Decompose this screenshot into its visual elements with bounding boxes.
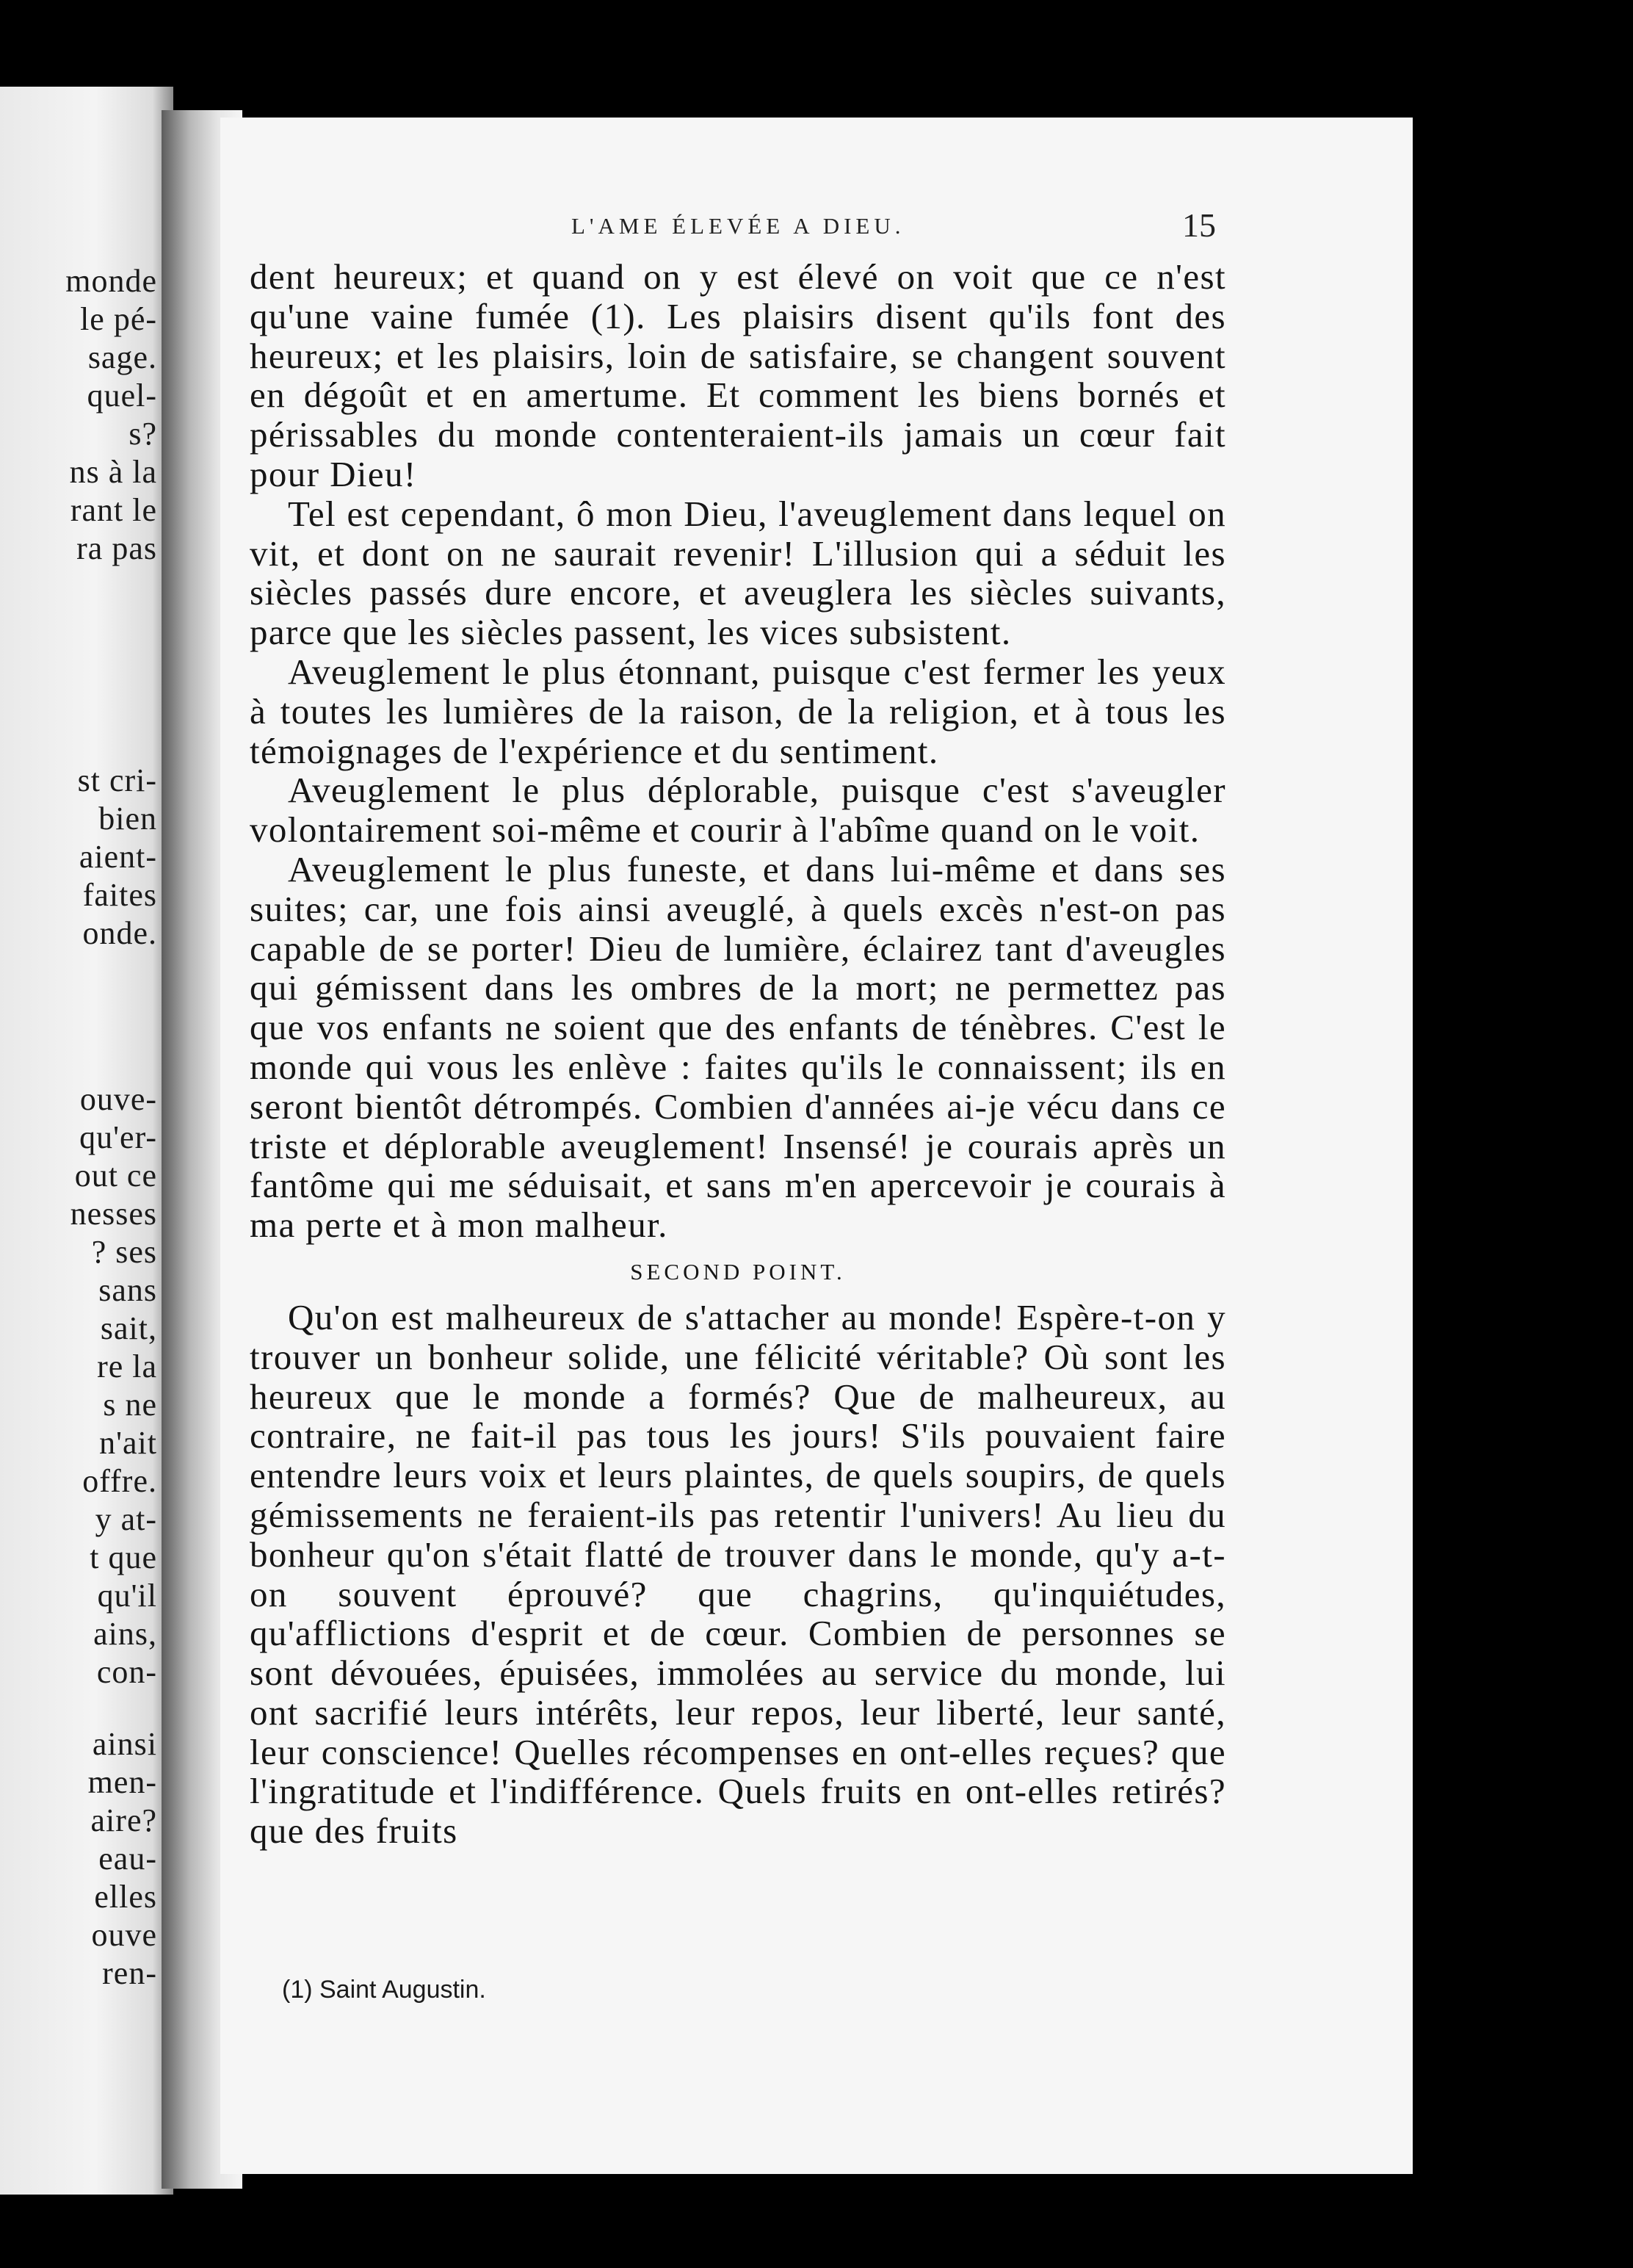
left-line: qu'il [97, 1578, 157, 1614]
page-number: 15 [1182, 206, 1216, 244]
left-page-fragment [0, 87, 173, 2195]
section-heading: SECOND POINT. [630, 1258, 846, 1285]
left-line: sait, [100, 1310, 157, 1346]
left-line: ns à la [69, 454, 157, 490]
left-line: y at- [95, 1501, 157, 1537]
left-line: aient- [79, 839, 157, 875]
left-line: qu'er- [79, 1119, 157, 1155]
left-line: faites [82, 877, 157, 913]
left-line: nesses [70, 1196, 157, 1232]
footnote: (1) Saint Augustin. [282, 1976, 486, 2004]
left-line: rant le [70, 492, 157, 528]
left-line: eau- [98, 1841, 157, 1877]
left-line: ainsi [92, 1726, 157, 1762]
left-line: out ce [74, 1158, 157, 1193]
left-line: onde. [82, 915, 157, 951]
left-line: re la [97, 1348, 157, 1384]
left-line: t que [90, 1539, 157, 1575]
left-line: quel- [87, 378, 157, 413]
left-line: ren- [102, 1955, 157, 1991]
left-line: men- [87, 1764, 157, 1800]
paragraph: Aveuglement le plus déplorable, puisque c'est s'aveugler volontairement soi-même et courir à l'abîme quand on le voit. [250, 770, 1226, 850]
paragraph: Aveuglement le plus étonnant, puisque c'est fermer les yeux à toutes les lumières de la raison, de la religion, et à tous les témoignages de l'expérience et du sentiment. [250, 651, 1226, 771]
left-line: s ne [103, 1387, 157, 1423]
left-line: st cri- [77, 762, 157, 798]
paragraph: Qu'on est malheureux de s'attacher au monde! Espère-t-on y trouver un bonheur solide, une félicité véritable? Où sont les heureux que le monde a formés? Que de malheureux, au contraire, ne fait-il pas tous les jours! S'ils pouvaient faire entendre leurs voix et leurs plaintes, de quels soupirs, de quels gémissements ne feraient-ils pas retentir l'univers! Au lieu du bonheur qu'on s'était flatté de trouver dans le monde, qu'y a-t-on souvent éprouvé? que chagrins, qu'inquiétudes, qu'afflictions d'esprit et de cœur. Combien de personnes se sont dévouées, épuisées, immolées au service du monde, lui ont sacrifié leurs intérêts, leur repos, leur liberté, leur santé, leur conscience! Quelles récompenses en ont-elles reçues? que l'ingratitude et l'indifférence. Quels fruits en ont-elles retirés? que des fruits [250, 1296, 1226, 1852]
left-line: aire? [90, 1802, 157, 1838]
left-line: monde [65, 263, 157, 299]
left-line: elles [94, 1879, 157, 1915]
paragraph: Tel est cependant, ô mon Dieu, l'aveuglement dans lequel on vit, et dont on ne saurait revenir! L'illusion qui a séduit les siècles passés dure encore, et aveuglera les siècles suivants, parce que les siècles passent, les vices subsistent. [250, 493, 1226, 653]
left-line: ra pas [76, 530, 157, 566]
body-text [250, 257, 1226, 1851]
running-head: L'AME ÉLEVÉE A DIEU. [571, 213, 905, 239]
scan-border [1463, 0, 1633, 2268]
left-line: ains, [93, 1616, 157, 1652]
left-line: offre. [82, 1463, 157, 1499]
left-line: sage. [87, 339, 157, 375]
paragraph: Aveuglement le plus funeste, et dans lui-même et dans ses suites; car, une fois ainsi aveuglé, à quels excès n'est-on pas capable de se porter! Dieu de lumière, éclairez tant d'aveugles qui gémissent dans les ombres de la mort; ne permettez pas que vos enfants ne soient que des enfants de ténèbres. C'est le monde qui vous les enlève : faites qu'ils le connaissent; ils en seront bientôt détrompés. Combien d'années ai-je vécu dans ce triste et déplorable aveuglement! Insensé! je courais après un fantôme qui me séduisait, et sans m'en apercevoir je courais à ma perte et à mon malheur. [250, 848, 1226, 1246]
left-line: bien [98, 801, 157, 837]
left-line: sans [98, 1272, 157, 1308]
left-line: s? [128, 416, 157, 452]
left-line: con- [96, 1654, 157, 1690]
left-line: ouve- [79, 1081, 157, 1117]
paragraph: dent heureux; et quand on y est élevé on voit que ce n'est qu'une vaine fumée (1). Les plaisirs disent qu'ils font des heureux; et les plaisirs, loin de satisfaire, se changent souvent en dégoût et en amertume. Et comment les biens bornés et périssables du monde contenteraient-ils jamais un cœur fait pour Dieu! [250, 256, 1226, 494]
left-line: n'ait [99, 1425, 157, 1461]
left-line: ouve [91, 1917, 157, 1953]
left-line: ? ses [91, 1234, 157, 1270]
left-line: le pé- [80, 301, 157, 337]
